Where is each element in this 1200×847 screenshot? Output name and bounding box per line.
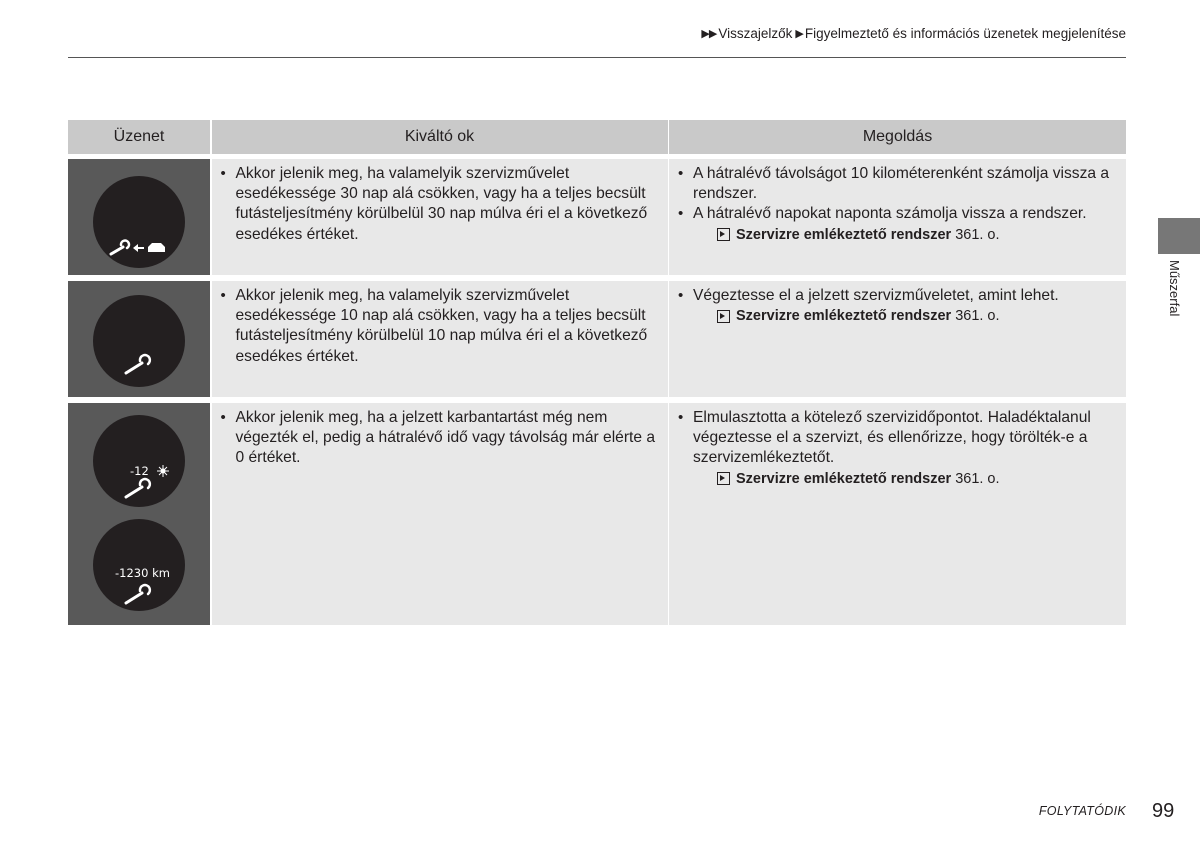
reference-arrow-icon <box>717 228 730 241</box>
cross-reference-link[interactable] <box>675 225 1120 245</box>
section-tab-label: Műszerfal <box>1167 260 1182 317</box>
table-header <box>68 120 1126 154</box>
wrench-icon <box>111 241 129 254</box>
reference-arrow-icon <box>717 472 730 485</box>
reference-label: Szervizre emlékeztető rendszer <box>736 308 952 325</box>
message-image <box>68 281 210 397</box>
breadcrumb-item-2: Figyelmeztető és információs üzenetek megjelenítése <box>804 26 1126 41</box>
wrench-icon <box>126 479 150 497</box>
header-divider <box>68 57 1126 58</box>
solution-cell <box>669 281 1126 397</box>
car-icon <box>148 243 165 252</box>
message-image <box>68 403 210 625</box>
solution-cell <box>669 159 1126 275</box>
gauge-value-text: -12 <box>130 464 149 478</box>
solution-bullet: • A hátralévő napokat naponta számolja vissza a rendszer. <box>675 204 1120 224</box>
triangle-right-icon: ▶▶ <box>701 28 717 40</box>
reference-label: Szervizre emlékeztető rendszer <box>736 226 952 243</box>
cross-reference-link[interactable] <box>675 306 1120 326</box>
solution-cell <box>669 403 1126 625</box>
wrench-icon <box>126 355 150 373</box>
reference-arrow-icon <box>717 310 730 323</box>
solution-bullet: • Végeztesse el a jelzett szervizműveletet, amint lehet. <box>675 286 1120 306</box>
cross-reference-link[interactable] <box>675 469 1120 489</box>
gauge-display <box>93 176 185 268</box>
cause-bullet: • Akkor jelenik meg, ha a jelzett karbantartást még nem végezték el, pedig a hátralévő idő vagy távolság már elérte a 0 értéket. <box>218 408 662 469</box>
gauge-display <box>93 519 185 611</box>
cause-cell <box>212 403 668 625</box>
reference-page: 361. o. <box>955 226 1000 243</box>
cause-cell <box>212 281 668 397</box>
breadcrumb <box>701 26 1126 41</box>
page-number: 99 <box>1152 800 1175 822</box>
table-row <box>68 403 1126 625</box>
solution-bullet: • Elmulasztotta a kötelező szervizidőpontot. Haladéktalanul végeztesse el a szervizt, és ellenőrizze, hogy törölték-e a szervizemlékeztetőt. <box>675 408 1120 469</box>
cause-bullet: • Akkor jelenik meg, ha valamelyik szervizművelet esedékessége 10 nap alá csökken, vagy ha a teljes becsült futásteljesítmény körülbelül 10 nap múlva éri el a következő esedékes értéket. <box>218 286 662 367</box>
table-row <box>68 281 1126 397</box>
breadcrumb-item-1: Visszajelzők <box>718 26 793 41</box>
cause-cell <box>212 159 668 275</box>
continued-label: FOLYTATÓDIK <box>1038 804 1126 818</box>
arrow-left-icon <box>133 244 144 252</box>
gauge-distance-text: -1230 km <box>115 566 170 580</box>
gauge-display <box>93 295 185 387</box>
header-message: Üzenet <box>68 120 210 154</box>
header-solution: Megoldás <box>669 120 1126 154</box>
header-cause: Kiváltó ok <box>212 120 668 154</box>
table-row <box>68 159 1126 275</box>
cause-bullet: • Akkor jelenik meg, ha valamelyik szervizművelet esedékessége 30 nap alá csökken, vagy ha a teljes becsült futásteljesítmény körülbelül 30 nap múlva éri el a következő esedékes értéket. <box>218 164 662 245</box>
sun-icon <box>157 465 169 477</box>
section-tab-marker <box>1158 218 1200 254</box>
reference-page: 361. o. <box>955 470 1000 487</box>
message-image <box>68 159 210 275</box>
reference-page: 361. o. <box>955 308 1000 325</box>
reference-label: Szervizre emlékeztető rendszer <box>736 470 952 487</box>
message-table <box>68 120 1126 631</box>
triangle-right-icon: ▶ <box>795 28 803 40</box>
solution-bullet: • A hátralévő távolságot 10 kilométerenként számolja vissza a rendszer. <box>675 164 1120 204</box>
gauge-display <box>93 415 185 507</box>
wrench-icon <box>126 585 150 603</box>
